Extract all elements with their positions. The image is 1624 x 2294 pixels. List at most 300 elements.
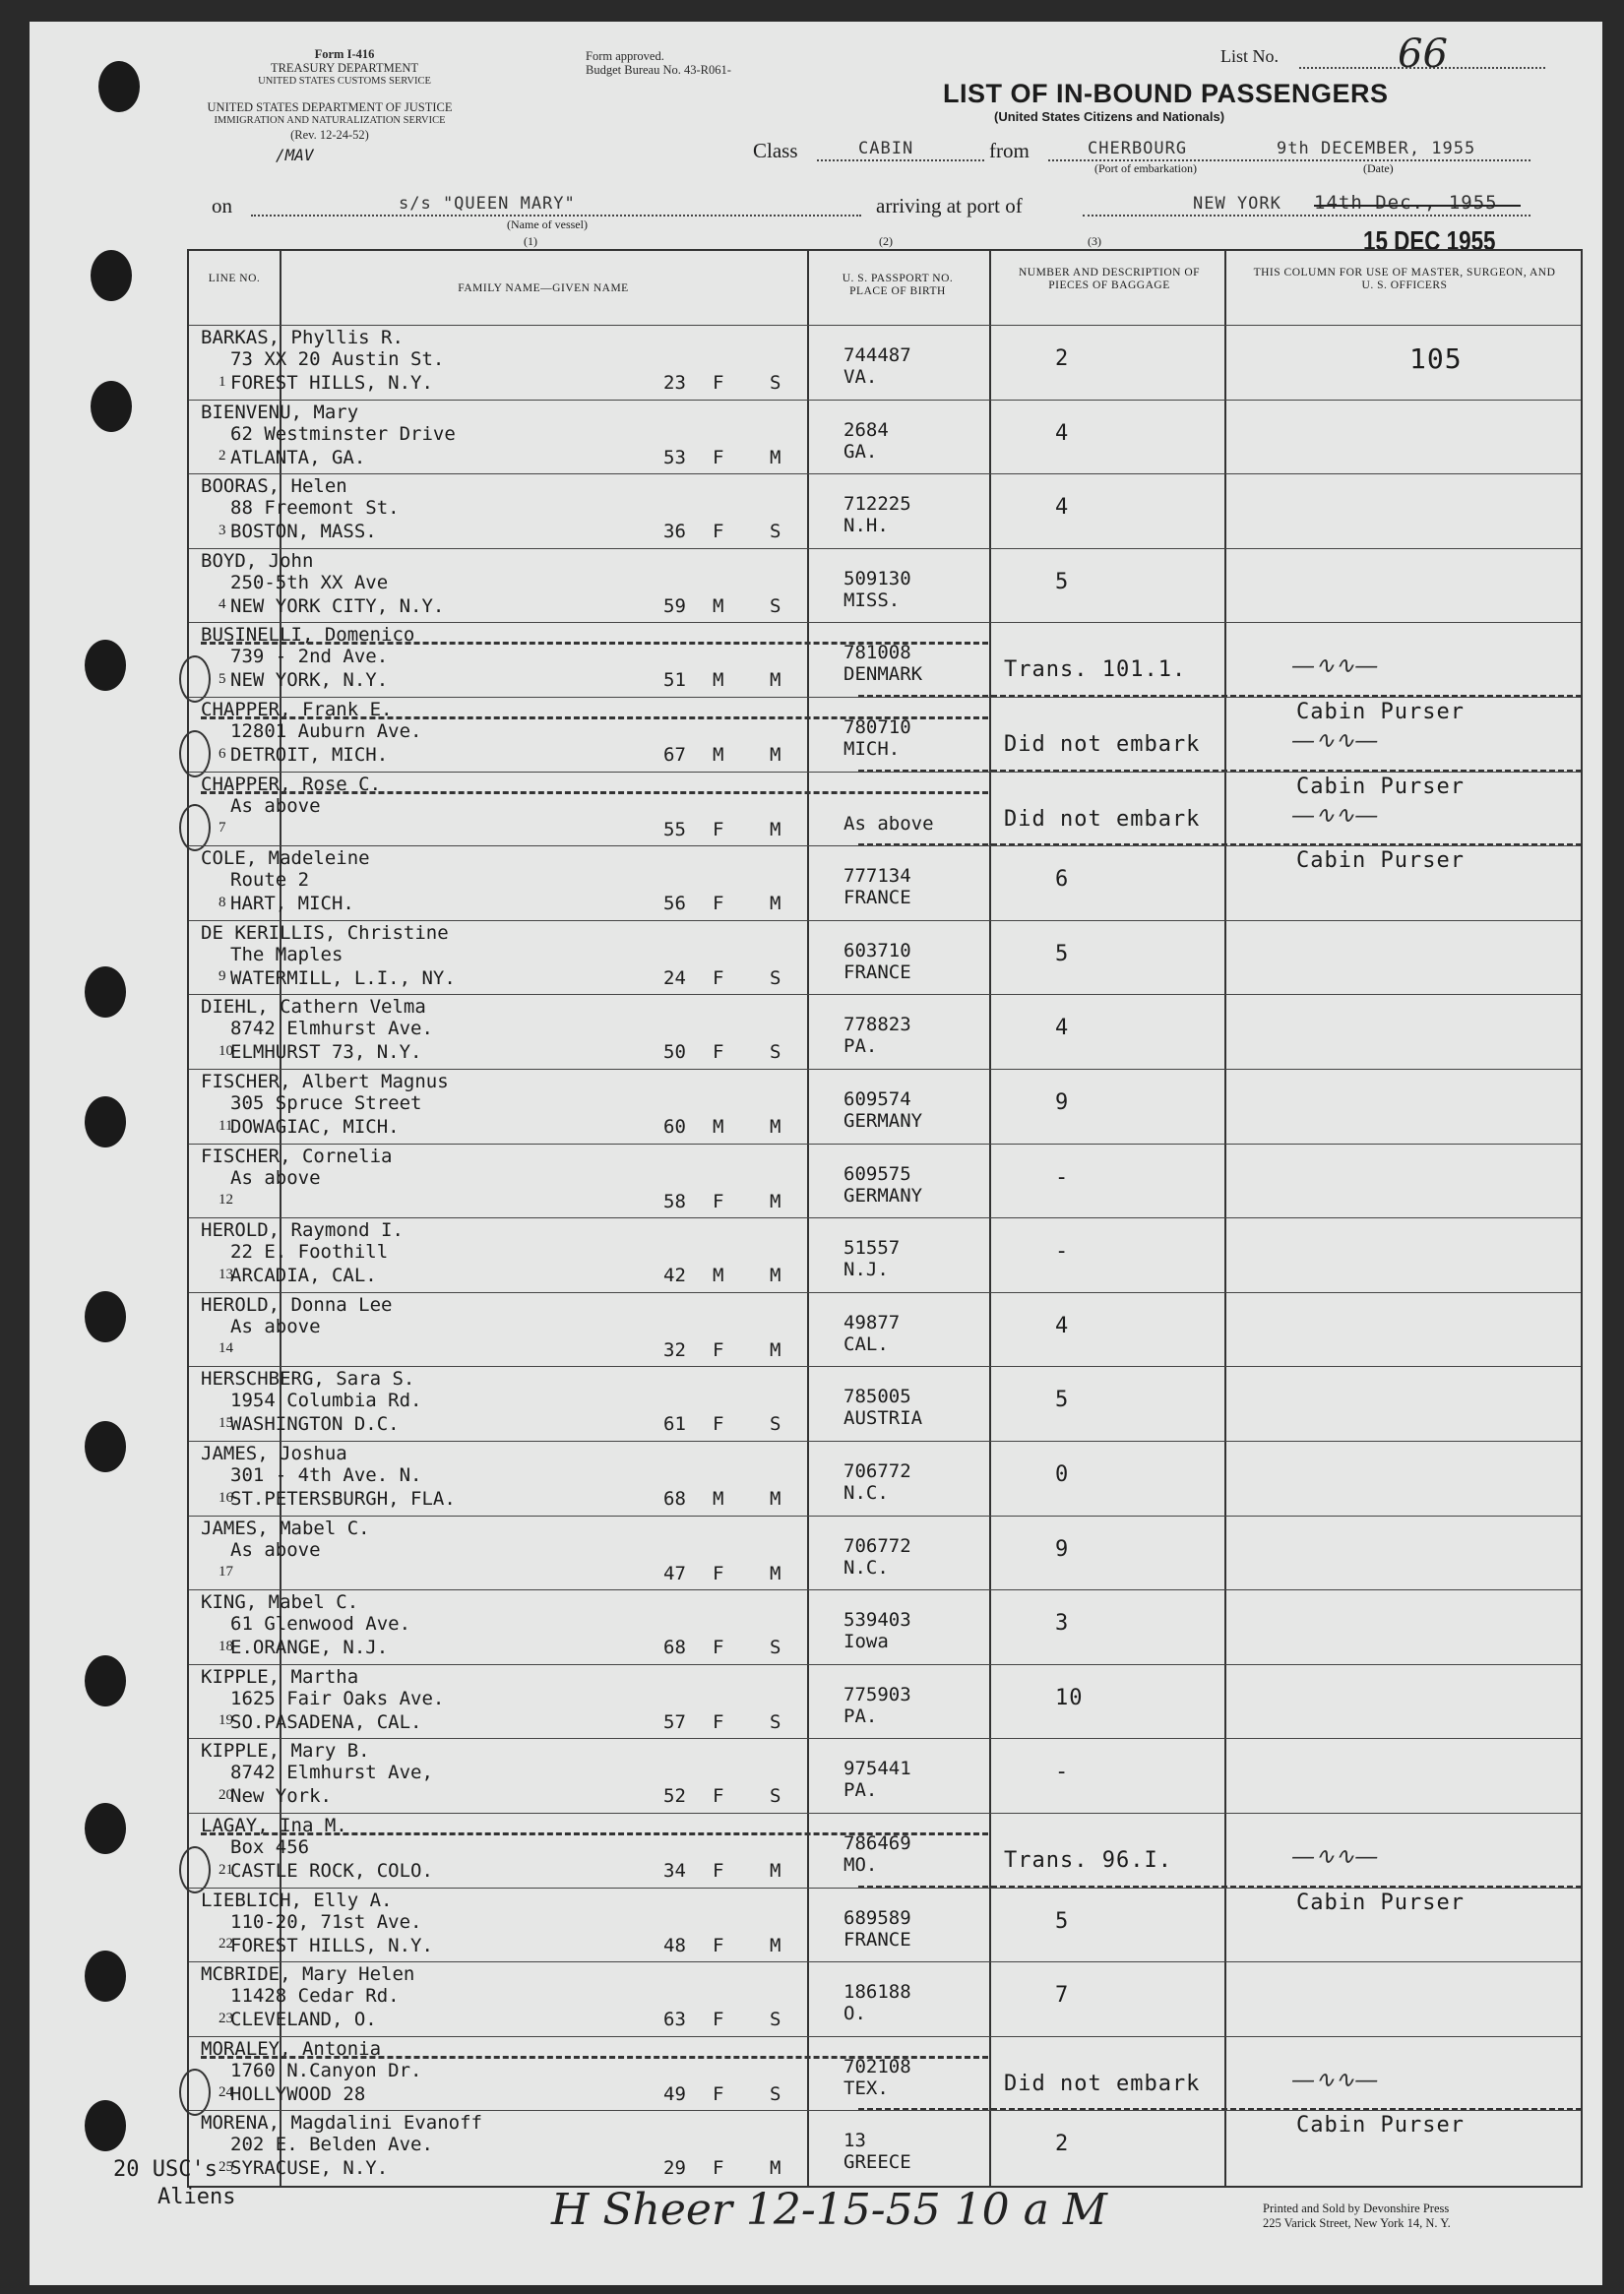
row-divider — [189, 1144, 1581, 1145]
baggage-count: 4 — [1055, 1313, 1070, 1338]
class-value: CABIN — [858, 139, 914, 158]
place-of-birth: MISS. — [843, 589, 901, 611]
age: 63 — [663, 2009, 686, 2031]
sex: F — [713, 1934, 724, 1956]
age: 58 — [663, 1190, 686, 1212]
address-line: 1625 Fair Oaks Ave. — [230, 1687, 445, 1709]
sex: F — [713, 1637, 724, 1659]
passport-number: 609574 — [843, 1088, 911, 1110]
sex: M — [713, 1488, 724, 1510]
col-number-2: (2) — [879, 234, 893, 248]
passenger-name: LIEBLICH, Elly A. — [201, 1889, 393, 1911]
table-row — [189, 1292, 1581, 1367]
approval-line: Form approved. — [586, 49, 664, 63]
col-number-3: (3) — [1088, 234, 1101, 248]
address-line: 11428 Cedar Rd. — [230, 1985, 400, 2008]
address-line: 301 - 4th Ave. N. — [230, 1464, 422, 1486]
vessel-col-number: (1) — [524, 234, 537, 248]
marital-status: S — [770, 1637, 781, 1659]
punch-hole — [85, 1655, 126, 1706]
passport-number: 706772 — [843, 1534, 911, 1557]
passenger-name: LAGAY, Ina M. — [201, 1815, 347, 1836]
passenger-name: KIPPLE, Mary B. — [201, 1740, 370, 1763]
sex: F — [713, 372, 724, 394]
purser-signature: —∿∿— — [1291, 651, 1379, 680]
address-line: 202 E. Belden Ave. — [230, 2134, 433, 2156]
passenger-name: MORENA, Magdalini Evanoff — [201, 2112, 482, 2135]
passenger-name: HERSCHBERG, Sara S. — [201, 1368, 415, 1391]
place-of-birth: MO. — [843, 1854, 878, 1876]
passport-number: 777134 — [843, 865, 911, 888]
sex: M — [713, 594, 724, 617]
passenger-name: HEROLD, Raymond I. — [201, 1219, 404, 1242]
address-line: As above — [230, 794, 321, 817]
col-line-no: LINE NO. — [208, 273, 261, 284]
officer-remark: Cabin Purser — [1296, 2113, 1465, 2139]
marital-status: M — [770, 1338, 781, 1361]
sex: M — [713, 1265, 724, 1287]
address-city: DETROIT, MICH. — [230, 744, 389, 766]
marital-status: S — [770, 372, 781, 394]
passenger-name: CHAPPER, Rose C. — [201, 773, 382, 795]
age: 48 — [663, 1934, 686, 1956]
age: 49 — [663, 2082, 686, 2105]
form-line: TREASURY DEPARTMENT — [270, 61, 419, 75]
place-of-birth: PA. — [843, 1705, 878, 1727]
marital-status: S — [770, 2009, 781, 2031]
line-number: 1 — [219, 373, 226, 390]
marital-status: M — [770, 1934, 781, 1956]
line-number: 21 — [219, 1861, 233, 1878]
purser-signature: —∿∿— — [1291, 800, 1379, 829]
marital-status: M — [770, 669, 781, 692]
table-row — [189, 1738, 1581, 1813]
passenger-name: KING, Mabel C. — [201, 1591, 359, 1614]
line-number: 19 — [219, 1712, 233, 1729]
cancel-line — [201, 2056, 988, 2059]
form-line: UNITED STATES CUSTOMS SERVICE — [258, 76, 431, 87]
address-city: SYRACUSE, N.Y. — [230, 2157, 389, 2180]
col-baggage: NUMBER AND DESCRIPTION OF PIECES OF BAGGAGE — [1018, 267, 1201, 291]
row-divider — [189, 400, 1581, 401]
row-divider — [189, 1738, 1581, 1739]
row-divider — [189, 1813, 1581, 1814]
table-row — [189, 1441, 1581, 1516]
address-line: 73 XX 20 Austin St. — [230, 348, 445, 370]
passenger-name: FISCHER, Cornelia — [201, 1145, 393, 1167]
sex: F — [713, 2157, 724, 2180]
dept-line: (Rev. 12-24-52) — [290, 128, 369, 142]
class-line — [817, 159, 984, 161]
punch-hole — [85, 966, 126, 1018]
passport-number: 702108 — [843, 2055, 911, 2077]
marital-status: M — [770, 1265, 781, 1287]
age: 23 — [663, 372, 686, 394]
sex: F — [713, 446, 724, 468]
inspector-signature: H Sheer 12-15-55 10 a M — [551, 2185, 1107, 2235]
line-number: 9 — [219, 968, 226, 985]
table-row — [189, 325, 1581, 400]
marital-status: S — [770, 1710, 781, 1733]
marital-status: M — [770, 1860, 781, 1882]
on-label: on — [212, 194, 232, 217]
baggage-count: Did not embark — [1004, 732, 1201, 757]
baggage-count: - — [1055, 1164, 1070, 1190]
arriving-label: arriving at port of — [876, 194, 1023, 217]
age: 57 — [663, 1710, 686, 1733]
address-city: E.ORANGE, N.J. — [230, 1637, 389, 1659]
baggage-count: - — [1055, 1760, 1070, 1785]
passport-number: 49877 — [843, 1311, 901, 1333]
passenger-name: BUSINELLI, Domenico — [201, 624, 415, 647]
place-of-birth: PA. — [843, 1779, 878, 1802]
row-divider — [189, 1217, 1581, 1218]
age: 51 — [663, 669, 686, 692]
date-caption: (Date) — [1363, 161, 1394, 175]
age: 24 — [663, 966, 686, 989]
passport-number: 13 — [843, 2130, 866, 2152]
vessel-value: s/s "QUEEN MARY" — [399, 194, 576, 214]
passenger-name: HEROLD, Donna Lee — [201, 1293, 393, 1316]
age: 32 — [663, 1338, 686, 1361]
row-divider — [189, 1069, 1581, 1070]
form-id — [251, 47, 438, 89]
sex: F — [713, 1710, 724, 1733]
place-of-birth: O. — [843, 2003, 866, 2025]
sex: F — [713, 893, 724, 915]
cancel-line — [201, 1832, 988, 1835]
port-value: CHERBOURG — [1088, 139, 1188, 158]
passport-number: 51557 — [843, 1237, 901, 1260]
arrival-date: 14th Dec., 1955 — [1314, 192, 1498, 214]
passenger-name: MORALEY, Antonia — [201, 2037, 382, 2060]
received-date-stamp: 15 DEC 1955 — [1363, 225, 1496, 256]
address-city: DOWAGIAC, MICH. — [230, 1116, 400, 1138]
passenger-name: BARKAS, Phyllis R. — [201, 327, 404, 348]
printer-line: 225 Varick Street, New York 14, N. Y. — [1263, 2216, 1451, 2230]
marital-status: M — [770, 818, 781, 840]
address-line: 61 Glenwood Ave. — [230, 1613, 411, 1636]
passenger-name: COLE, Madeleine — [201, 847, 370, 870]
line-number: 16 — [219, 1489, 233, 1506]
baggage-count: 9 — [1055, 1536, 1070, 1562]
passport-number: 603710 — [843, 939, 911, 961]
marital-status: M — [770, 744, 781, 766]
row-divider — [189, 622, 1581, 623]
marital-status: S — [770, 1041, 781, 1064]
place-of-birth: N.H. — [843, 515, 889, 537]
baggage-count: 9 — [1055, 1090, 1070, 1115]
passenger-name: FISCHER, Albert Magnus — [201, 1071, 449, 1092]
usc-count: 20 USC's — [113, 2157, 218, 2182]
place-of-birth: MICH. — [843, 738, 901, 760]
sex: F — [713, 1785, 724, 1808]
row-divider — [189, 1888, 1581, 1889]
line-number-circle — [179, 2069, 211, 2116]
passport-number: 712225 — [843, 493, 911, 516]
line-number: 5 — [219, 670, 226, 687]
address-city: ATLANTA, GA. — [230, 446, 366, 468]
marital-status: M — [770, 893, 781, 915]
row-divider — [189, 1589, 1581, 1590]
line-number: 2 — [219, 448, 226, 465]
marital-status: S — [770, 966, 781, 989]
line-number-circle — [179, 804, 211, 851]
place-of-birth: As above — [843, 812, 934, 835]
dept-line: IMMIGRATION AND NATURALIZATION SERVICE — [214, 115, 446, 126]
address-city: NEW YORK, N.Y. — [230, 669, 389, 692]
place-of-birth: N.C. — [843, 1482, 889, 1504]
aliens-label: Aliens — [157, 2185, 236, 2209]
passport-number: 975441 — [843, 1758, 911, 1780]
place-of-birth: PA. — [843, 1035, 878, 1058]
address-city: CLEVELAND, O. — [230, 2009, 377, 2031]
address-line: 1954 Columbia Rd. — [230, 1390, 422, 1412]
sex: M — [713, 669, 724, 692]
table-row — [189, 1217, 1581, 1292]
list-no-label: List No. — [1220, 46, 1280, 66]
address-line: 22 E. Foothill — [230, 1241, 389, 1264]
cancel-line — [201, 642, 988, 645]
address-line: As above — [230, 1166, 321, 1189]
arrival-date-strike — [1314, 205, 1521, 207]
table-row — [189, 1589, 1581, 1664]
address-city: BOSTON, MASS. — [230, 521, 377, 543]
age: 42 — [663, 1265, 686, 1287]
place-of-birth: Iowa — [843, 1631, 889, 1653]
passport-number: 186188 — [843, 1981, 911, 2004]
passport-number: 609575 — [843, 1162, 911, 1185]
row-divider — [189, 1441, 1581, 1442]
address-line: 88 Freemont St. — [230, 497, 400, 520]
table-row — [189, 1144, 1581, 1218]
table-row — [189, 845, 1581, 920]
line-number: 13 — [219, 1266, 233, 1282]
place-of-birth: FRANCE — [843, 887, 911, 909]
line-number: 25 — [219, 2158, 233, 2175]
passport-number: 785005 — [843, 1386, 911, 1408]
page-subtitle: (United States Citizens and Nationals) — [994, 109, 1225, 124]
line-number: 10 — [219, 1042, 233, 1059]
marital-status: M — [770, 2157, 781, 2180]
sex: F — [713, 2009, 724, 2031]
dept-block — [207, 100, 453, 142]
punch-hole — [85, 1096, 126, 1147]
address-city: HOLLYWOOD 28 — [230, 2082, 366, 2105]
approval-line: Budget Bureau No. 43-R061- — [586, 63, 731, 77]
sex: F — [713, 521, 724, 543]
passenger-table — [187, 249, 1583, 2188]
table-row — [189, 400, 1581, 474]
address-city: ST.PETERSBURGH, FLA. — [230, 1488, 456, 1510]
age: 47 — [663, 1562, 686, 1584]
passport-number: 2684 — [843, 418, 889, 441]
line-number: 18 — [219, 1638, 233, 1654]
punch-hole — [98, 61, 140, 112]
line-number: 6 — [219, 745, 226, 762]
approval-block — [586, 49, 802, 77]
line-number: 12 — [219, 1192, 233, 1209]
table-row — [189, 920, 1581, 995]
baggage-count: 3 — [1055, 1611, 1070, 1637]
punch-hole — [85, 1291, 126, 1342]
row-divider — [189, 2110, 1581, 2111]
sex: F — [713, 2082, 724, 2105]
punch-hole — [91, 381, 132, 432]
row-divider — [189, 697, 1581, 698]
address-city: ELMHURST 73, N.Y. — [230, 1041, 422, 1064]
row-divider — [189, 845, 1581, 846]
vessel-line — [251, 215, 861, 217]
address-line: As above — [230, 1315, 321, 1337]
table-row — [189, 1366, 1581, 1441]
table-row — [189, 1664, 1581, 1739]
age: 60 — [663, 1116, 686, 1138]
address-line: 739 - 2nd Ave. — [230, 646, 389, 668]
table-row — [189, 1961, 1581, 2036]
printer-line: Printed and Sold by Devonshire Press — [1263, 2201, 1450, 2215]
address-city: WATERMILL, L.I., NY. — [230, 966, 456, 989]
sex: F — [713, 1041, 724, 1064]
age: 34 — [663, 1860, 686, 1882]
baggage-count: Did not embark — [1004, 2071, 1201, 2096]
arrival-port: NEW YORK — [1193, 194, 1281, 214]
place-of-birth: N.J. — [843, 1259, 889, 1281]
passenger-name: DE KERILLIS, Christine — [201, 921, 449, 944]
passport-number: 780710 — [843, 716, 911, 738]
line-number: 7 — [219, 820, 226, 837]
baggage-count: 5 — [1055, 1908, 1070, 1934]
punch-hole — [85, 2100, 126, 2151]
address-line: 12801 Auburn Ave. — [230, 720, 422, 742]
baggage-count: 6 — [1055, 867, 1070, 893]
sex: F — [713, 818, 724, 840]
marital-status: S — [770, 1413, 781, 1436]
passport-number: 781008 — [843, 642, 911, 664]
row-divider — [189, 1961, 1581, 1962]
passport-number: 744487 — [843, 344, 911, 366]
marital-status: S — [770, 1785, 781, 1808]
address-city: HART, MICH. — [230, 893, 354, 915]
passenger-name: BIENVENU, Mary — [201, 401, 359, 423]
passport-number: 509130 — [843, 567, 911, 589]
sex: F — [713, 966, 724, 989]
table-row — [189, 2110, 1581, 2185]
punch-hole — [85, 1421, 126, 1472]
address-line: 8742 Elmhurst Ave, — [230, 1762, 433, 1784]
address-line: 110-20, 71st Ave. — [230, 1910, 422, 1933]
line-number: 11 — [219, 1117, 233, 1134]
row-divider — [189, 1292, 1581, 1293]
marital-status: M — [770, 446, 781, 468]
table-row — [189, 1516, 1581, 1590]
line-number: 4 — [219, 596, 226, 613]
passenger-name: BOORAS, Helen — [201, 475, 347, 498]
row-divider — [189, 473, 1581, 474]
address-line: 62 Westminster Drive — [230, 422, 456, 445]
passenger-name: MCBRIDE, Mary Helen — [201, 1963, 415, 1986]
marital-status: M — [770, 1562, 781, 1584]
place-of-birth: AUSTRIA — [843, 1407, 923, 1430]
row-divider — [189, 1516, 1581, 1517]
address-city: SO.PASADENA, CAL. — [230, 1710, 422, 1733]
purser-signature: —∿∿— — [1291, 1842, 1379, 1870]
passenger-name: CHAPPER, Frank E. — [201, 699, 393, 720]
address-city: NEW YORK CITY, N.Y. — [230, 594, 445, 617]
dept-line: UNITED STATES DEPARTMENT OF JUSTICE — [207, 100, 453, 114]
purser-signature: —∿∿— — [1291, 2065, 1379, 2093]
punch-hole — [85, 640, 126, 691]
row-divider — [189, 1366, 1581, 1367]
table-row — [189, 473, 1581, 548]
age: 68 — [663, 1488, 686, 1510]
officer-remark: Cabin Purser — [1296, 1890, 1465, 1915]
printer-credit — [1263, 2201, 1451, 2231]
age: 52 — [663, 1785, 686, 1808]
officer-remark: Cabin Purser — [1296, 699, 1465, 724]
age: 29 — [663, 2157, 686, 2180]
age: 53 — [663, 446, 686, 468]
line-number-circle — [179, 730, 211, 777]
marital-status: M — [770, 1190, 781, 1212]
table-row — [189, 994, 1581, 1069]
age: 50 — [663, 1041, 686, 1064]
address-line: Box 456 — [230, 1836, 310, 1858]
passenger-name: KIPPLE, Martha — [201, 1665, 359, 1688]
form-line: Form I-416 — [314, 47, 375, 61]
officer-remark: 105 — [1409, 342, 1463, 375]
age: 56 — [663, 893, 686, 915]
baggage-count: 5 — [1055, 1388, 1070, 1413]
officer-remark: Cabin Purser — [1296, 848, 1465, 874]
address-line: 1760 N.Canyon Dr. — [230, 2059, 422, 2081]
line-number: 20 — [219, 1786, 233, 1803]
line-number-circle — [179, 1846, 211, 1893]
line-number: 14 — [219, 1340, 233, 1357]
baggage-count: 2 — [1055, 346, 1070, 371]
sex: M — [713, 744, 724, 766]
row-divider — [189, 2036, 1581, 2037]
baggage-count: 5 — [1055, 569, 1070, 594]
place-of-birth: GREECE — [843, 2151, 911, 2174]
baggage-count: - — [1055, 1239, 1070, 1265]
line-number-circle — [179, 655, 211, 703]
punch-hole — [85, 1951, 126, 2002]
passenger-name: JAMES, Mabel C. — [201, 1517, 370, 1539]
baggage-count: 4 — [1055, 420, 1070, 446]
class-label: Class — [753, 139, 798, 162]
address-city: FOREST HILLS, N.Y. — [230, 1934, 433, 1956]
arrival-line — [1083, 215, 1530, 217]
punch-hole — [85, 1803, 126, 1854]
place-of-birth: VA. — [843, 366, 878, 388]
col-passport: U. S. PASSPORT NO. PLACE OF BIRTH — [842, 273, 954, 297]
passenger-name: JAMES, Joshua — [201, 1443, 347, 1464]
marital-status: S — [770, 521, 781, 543]
baggage-count: 7 — [1055, 1983, 1070, 2009]
table-row — [189, 1888, 1581, 1962]
vessel-caption: (Name of vessel) — [507, 217, 588, 231]
baggage-count: 10 — [1055, 1685, 1084, 1710]
passenger-name: DIEHL, Cathern Velma — [201, 996, 426, 1019]
passenger-name: BOYD, John — [201, 549, 314, 572]
passport-number: 689589 — [843, 1906, 911, 1929]
address-line: Route 2 — [230, 869, 310, 892]
row-divider — [189, 548, 1581, 549]
age: 68 — [663, 1637, 686, 1659]
age: 55 — [663, 818, 686, 840]
row-divider — [189, 994, 1581, 995]
